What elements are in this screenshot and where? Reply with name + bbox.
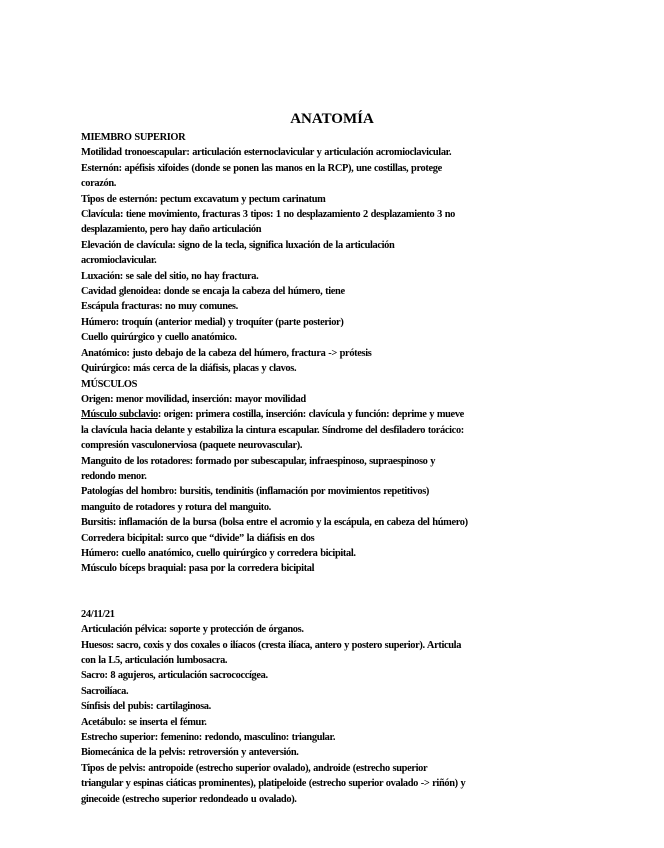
text-line: Quirúrgico: más cerca de la diáfisis, placas y clavos. — [81, 363, 297, 375]
text-line: Clavícula: tiene movimiento, fracturas 3 tipos: 1 no desplazamiento 2 desplazamiento 3 no — [81, 209, 455, 221]
text-line: Huesos: sacro, coxis y dos coxales o ilíacos (cresta ilíaca, antero y postero superior). Articula — [81, 639, 462, 651]
text-line: Articulación pélvica: soporte y protección de órganos. — [81, 624, 304, 636]
text-line: Húmero: cuello anatómico, cuello quirúrgico y corredera bicipital. — [81, 547, 356, 559]
text-line: Húmero: troquín (anterior medial) y troquíter (parte posterior) — [81, 316, 344, 328]
text-line: Sínfisis del pubis: cartilaginosa. — [81, 701, 211, 713]
text-line: acromioclavicular. — [81, 255, 157, 267]
text-line: compresión vasculonerviosa (paquete neurovascular). — [81, 440, 303, 452]
section-heading-musculos: MÚSCULOS — [81, 378, 138, 390]
text-line: Cavidad glenoidea: donde se encaja la cabeza del húmero, tiene — [81, 286, 345, 298]
underlined-term: Músculo subclavio — [81, 409, 158, 421]
text-line: Escápula fracturas: no muy comunes. — [81, 301, 238, 313]
text-line: Sacro: 8 agujeros, articulación sacrococcígea. — [81, 670, 268, 682]
document-body — [81, 130, 581, 807]
text-line: Tipos de esternón: pectum excavatum y pectum carinatum — [81, 193, 326, 205]
text-line: redondo menor. — [81, 470, 147, 482]
text-line: manguito de rotadores y rotura del manguito. — [81, 501, 271, 513]
section-date: 24/11/21 — [81, 608, 115, 620]
text-line: ginecoide (estrecho superior redondeado u ovalado). — [81, 793, 297, 805]
text-span: : origen: primera costilla, inserción: clavícula y función: deprime y mueve — [157, 409, 464, 421]
text-line: triangular y espinas ciáticas prominentes), platipeloide (estrecho superior ovalado -> riñón) y — [81, 778, 466, 790]
text-line: Sacroilíaca. — [81, 685, 129, 697]
text-line: Corredera bicipital: surco que “divide” la diáfisis en dos — [81, 532, 315, 544]
text-line: Esternón: apéfisis xifoides (donde se ponen las manos en la RCP), une costillas, protege — [81, 162, 442, 174]
text-line: Origen: menor movilidad, inserción: mayor movilidad — [81, 393, 306, 405]
text-line: corazón. — [81, 178, 116, 190]
text-line: Cuello quirúrgico y cuello anatómico. — [81, 332, 237, 344]
text-line: Motilidad tronoescapular: articulación esternoclavicular y articulación acromioclavicular. — [81, 147, 452, 159]
section-musculos — [81, 392, 581, 577]
text-line: Bursitis: inflamación de la bursa (bolsa entre el acromio y la escápula, en cabeza del húmero) — [81, 517, 468, 529]
text-line: Elevación de clavícula: signo de la tecla, significa luxación de la articulación — [81, 239, 395, 251]
text-line: desplazamiento, pero hay daño articulación — [81, 224, 262, 236]
text-line: Tipos de pelvis: antropoide (estrecho superior ovalado), androide (estrecho superior — [81, 762, 428, 774]
spacer — [81, 577, 581, 607]
text-line: Manguito de los rotadores: formado por subescapular, infraespinoso, supraespinoso y — [81, 455, 436, 467]
text-line: la clavícula hacia delante y estabiliza la cintura escapular. Síndrome del desfiladero torácico: — [81, 424, 464, 436]
text-line: Biomecánica de la pelvis: retroversión y anteversión. — [81, 747, 299, 759]
text-line: Acetábulo: se inserta el fémur. — [81, 716, 207, 728]
section-pelvis — [81, 622, 581, 807]
text-line: con la L5, articulación lumbosacra. — [81, 655, 228, 666]
text-line: Estrecho superior: femenino: redondo, masculino: triangular. — [81, 732, 336, 744]
section-heading-miembro-superior: MIEMBRO SUPERIOR — [81, 132, 186, 143]
document-title: ANATOMÍA — [290, 111, 374, 127]
section-miembro-superior — [81, 145, 581, 376]
text-line: Patologías del hombro: bursitis, tendinitis (inflamación por movimientos repetitivos) — [81, 486, 430, 498]
text-line-subclavio — [81, 407, 581, 422]
text-line: Anatómico: justo debajo de la cabeza del húmero, fractura -> prótesis — [81, 347, 372, 359]
text-line: Luxación: se sale del sitio, no hay fractura. — [81, 270, 259, 282]
text-line: Músculo bíceps braquial: pasa por la corredera bicipital — [81, 563, 315, 575]
